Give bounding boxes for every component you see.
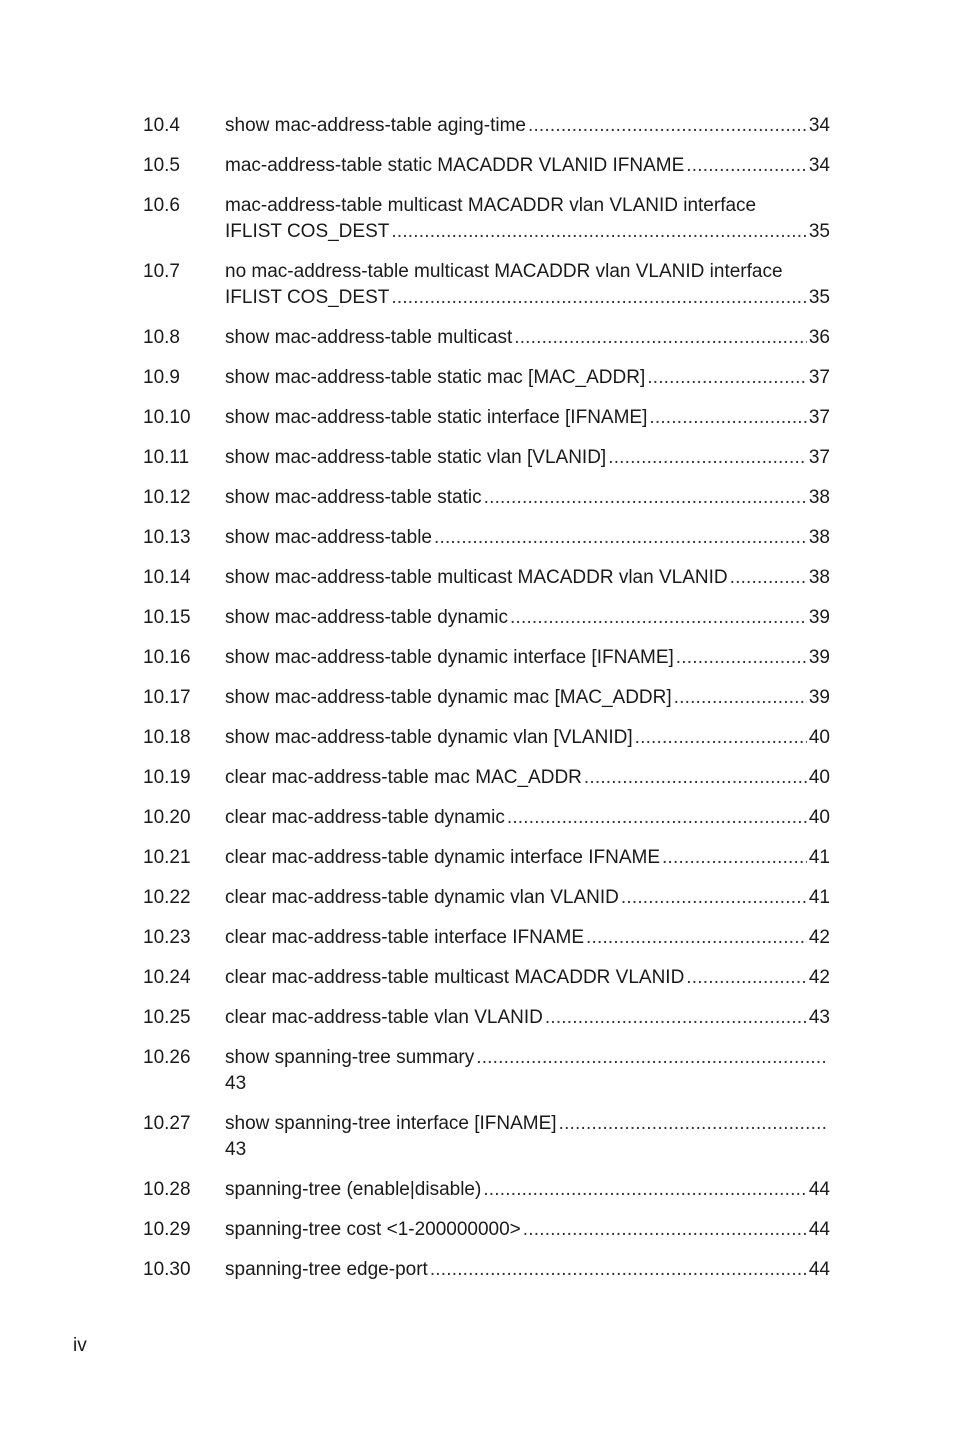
- dot-leader: [528, 113, 807, 139]
- toc-entry-number: 10.15: [143, 607, 191, 628]
- toc-entry-title: clear mac-address-table multicast MACADDR VLANID: [225, 967, 685, 988]
- toc-entry-page: 40: [808, 767, 830, 788]
- toc-entry[interactable]: [143, 153, 830, 179]
- dot-leader: [586, 925, 807, 951]
- toc-entry-body: [225, 365, 830, 391]
- toc-entry[interactable]: [143, 325, 830, 351]
- toc-entry-page: 35: [808, 287, 830, 308]
- toc-entry-body: [225, 1217, 830, 1243]
- toc-entry[interactable]: [143, 565, 830, 591]
- toc-entry-number: 10.30: [143, 1259, 191, 1280]
- toc-entry-title: show spanning-tree summary: [225, 1047, 475, 1068]
- toc-entry[interactable]: [143, 805, 830, 831]
- dot-leader: [584, 765, 807, 791]
- toc-entry-title: clear mac-address-table mac MAC_ADDR: [225, 767, 582, 788]
- toc-entry-title: show mac-address-table dynamic: [225, 607, 509, 628]
- dot-leader: [523, 1217, 807, 1243]
- toc-entry-body: [225, 445, 830, 471]
- toc-entry-body: [225, 765, 830, 791]
- toc-entry-page: 38: [808, 527, 830, 548]
- toc-entry[interactable]: [143, 685, 830, 711]
- toc-entry-title: clear mac-address-table vlan VLANID: [225, 1007, 543, 1028]
- toc-entry-number: 10.21: [143, 847, 191, 868]
- toc-entry-page: 44: [808, 1259, 830, 1280]
- toc-entry-page: 41: [808, 887, 830, 908]
- toc-entry-body: [225, 925, 830, 951]
- toc-entry-number: 10.24: [143, 967, 191, 988]
- toc-entry-title: clear mac-address-table interface IFNAME: [225, 927, 585, 948]
- toc-entry-number: 10.28: [143, 1179, 191, 1200]
- toc-entry-title: show mac-address-table aging-time: [225, 115, 526, 136]
- toc-entry[interactable]: [143, 445, 830, 471]
- toc-entry-body: [225, 845, 830, 871]
- dot-leader: [545, 1005, 807, 1031]
- toc-entry[interactable]: [143, 645, 830, 671]
- toc-entry-page: 42: [808, 967, 830, 988]
- toc-entry-number: 10.9: [143, 367, 180, 388]
- toc-entry-number: 10.17: [143, 687, 191, 708]
- toc-entry-title: show mac-address-table static: [225, 487, 482, 508]
- dot-leader: [483, 1177, 807, 1203]
- toc-entry-page: 37: [808, 367, 830, 388]
- toc-entry[interactable]: [143, 365, 830, 391]
- toc-entry-page: 44: [808, 1179, 830, 1200]
- toc-entry-page: 37: [808, 447, 830, 468]
- toc-entry-page: 40: [808, 807, 830, 828]
- toc-entry[interactable]: [143, 725, 830, 751]
- toc-entry[interactable]: [143, 1045, 830, 1097]
- toc-entry[interactable]: [143, 765, 830, 791]
- dot-leader: [674, 685, 807, 711]
- toc-entry-page: 43: [225, 1139, 247, 1160]
- toc-entry-body: [225, 113, 830, 139]
- toc-entry-number: 10.14: [143, 567, 191, 588]
- toc-entry-number: 10.19: [143, 767, 191, 788]
- toc-entry-number: 10.20: [143, 807, 191, 828]
- dot-leader: [730, 565, 807, 591]
- toc-entry-number: 10.23: [143, 927, 191, 948]
- toc-entry-body: [225, 153, 830, 179]
- toc-entry-title: show mac-address-table: [225, 527, 432, 548]
- dot-leader: [662, 845, 807, 871]
- toc-entry-body: [225, 1045, 830, 1097]
- toc-entry[interactable]: [143, 525, 830, 551]
- dot-leader: [476, 1045, 828, 1071]
- toc-entry-body: [225, 1005, 830, 1031]
- toc-entry-body: [225, 325, 830, 351]
- toc-entry-body: [225, 193, 830, 245]
- toc-entry-page: 44: [808, 1219, 830, 1240]
- toc-entry-page: 39: [808, 607, 830, 628]
- toc-entry-body: [225, 685, 830, 711]
- toc-entry-number: 10.12: [143, 487, 191, 508]
- toc-entry-title: show mac-address-table multicast: [225, 327, 513, 348]
- dot-leader: [507, 805, 807, 831]
- toc-entry-title: show mac-address-table multicast MACADDR vlan VLANID: [225, 567, 728, 588]
- toc-entry-page: 36: [808, 327, 830, 348]
- dot-leader: [391, 219, 807, 245]
- dot-leader: [484, 485, 807, 511]
- toc-entry-number: 10.29: [143, 1219, 191, 1240]
- toc-entry[interactable]: [143, 1217, 830, 1243]
- toc-entry[interactable]: [143, 113, 830, 139]
- toc-entry-page: 39: [808, 647, 830, 668]
- toc-entry-number: 10.25: [143, 1007, 191, 1028]
- toc-entry[interactable]: [143, 925, 830, 951]
- toc-entry-page: 40: [808, 727, 830, 748]
- toc-entry[interactable]: [143, 605, 830, 631]
- toc-entry-title: IFLIST COS_DEST: [225, 221, 390, 242]
- toc-entry[interactable]: [143, 1257, 830, 1283]
- page-number-folio: iv: [73, 1335, 87, 1356]
- toc-entry-title-first-line: mac-address-table multicast MACADDR vlan VLANID interface: [225, 195, 757, 216]
- toc-entry-title: show mac-address-table static vlan [VLANID]: [225, 447, 607, 468]
- toc-entry-body: [225, 1177, 830, 1203]
- toc-entry-number: 10.4: [143, 115, 180, 136]
- toc-entry-title: clear mac-address-table dynamic interface IFNAME: [225, 847, 661, 868]
- toc-entry-number: 10.13: [143, 527, 191, 548]
- toc-entry[interactable]: [143, 1111, 830, 1163]
- toc-entry-body: [225, 965, 830, 991]
- toc-entry[interactable]: [143, 405, 830, 431]
- toc-entry-title: spanning-tree cost <1-200000000>: [225, 1219, 521, 1240]
- toc-entry-title: show spanning-tree interface [IFNAME]: [225, 1113, 557, 1134]
- toc-entry-body: [225, 1257, 830, 1283]
- dot-leader: [635, 725, 807, 751]
- toc-entry-page: 34: [808, 155, 830, 176]
- dot-leader: [434, 525, 807, 551]
- dot-leader: [676, 645, 807, 671]
- toc-entry[interactable]: [143, 965, 830, 991]
- toc-entry-title: show mac-address-table dynamic vlan [VLANID]: [225, 727, 633, 748]
- toc-entry-title: show mac-address-table dynamic mac [MAC_ADDR]: [225, 687, 672, 708]
- dot-leader: [391, 285, 807, 311]
- toc-entry-body: [225, 885, 830, 911]
- toc-entry[interactable]: [143, 885, 830, 911]
- toc-entry-body: [225, 805, 830, 831]
- toc-entry-title: spanning-tree edge-port: [225, 1259, 428, 1280]
- toc-entry[interactable]: [143, 193, 830, 245]
- toc-entry-body: [225, 259, 830, 311]
- toc-entry-title: show mac-address-table static interface [IFNAME]: [225, 407, 648, 428]
- dot-leader: [686, 153, 807, 179]
- toc-entry-body: [225, 605, 830, 631]
- toc-entry-number: 10.22: [143, 887, 191, 908]
- toc-entry-number: 10.6: [143, 195, 180, 216]
- toc-entry-page: 35: [808, 221, 830, 242]
- toc-entry-title: mac-address-table static MACADDR VLANID IFNAME: [225, 155, 685, 176]
- toc-entry-number: 10.26: [143, 1047, 191, 1068]
- toc-entry-number: 10.18: [143, 727, 191, 748]
- toc-entry-page: 37: [808, 407, 830, 428]
- dot-leader: [621, 885, 807, 911]
- toc-entry-page: 39: [808, 687, 830, 708]
- toc-entry-body: [225, 1111, 830, 1163]
- toc-entry-number: 10.16: [143, 647, 191, 668]
- toc-entry-number: 10.5: [143, 155, 180, 176]
- dot-leader: [514, 325, 807, 351]
- toc-entry-number: 10.10: [143, 407, 191, 428]
- toc-entry-body: [225, 565, 830, 591]
- toc-entry-body: [225, 525, 830, 551]
- toc-entry-title: clear mac-address-table dynamic vlan VLANID: [225, 887, 619, 908]
- toc-entry-page: 43: [225, 1073, 247, 1094]
- toc-entry[interactable]: [143, 1005, 830, 1031]
- toc-entry-page: 41: [808, 847, 830, 868]
- toc-entry-page: 34: [808, 115, 830, 136]
- dot-leader: [608, 445, 807, 471]
- toc-entry-body: [225, 645, 830, 671]
- toc-entry-page: 42: [808, 927, 830, 948]
- toc-entry-title-first-line: no mac-address-table multicast MACADDR vlan VLANID interface: [225, 261, 783, 282]
- toc-entry-body: [225, 405, 830, 431]
- table-of-contents: [143, 113, 830, 1297]
- toc-entry-body: [225, 725, 830, 751]
- toc-entry-page: 43: [808, 1007, 830, 1028]
- toc-entry[interactable]: [143, 1177, 830, 1203]
- toc-entry-page: 38: [808, 487, 830, 508]
- dot-leader: [510, 605, 807, 631]
- dot-leader: [430, 1257, 807, 1283]
- dot-leader: [647, 365, 807, 391]
- toc-entry-number: 10.8: [143, 327, 180, 348]
- dot-leader: [686, 965, 807, 991]
- toc-entry-number: 10.11: [143, 447, 190, 468]
- toc-entry-number: 10.27: [143, 1113, 191, 1134]
- toc-entry-title: show mac-address-table static mac [MAC_ADDR]: [225, 367, 646, 388]
- toc-entry-title: IFLIST COS_DEST: [225, 287, 390, 308]
- toc-entry[interactable]: [143, 259, 830, 311]
- toc-entry-page: 38: [808, 567, 830, 588]
- dot-leader: [559, 1111, 828, 1137]
- toc-entry-body: [225, 485, 830, 511]
- toc-entry[interactable]: [143, 845, 830, 871]
- toc-entry-title: show mac-address-table dynamic interface [IFNAME]: [225, 647, 674, 668]
- toc-entry-title: clear mac-address-table dynamic: [225, 807, 505, 828]
- toc-entry-title: spanning-tree (enable|disable): [225, 1179, 482, 1200]
- dot-leader: [649, 405, 806, 431]
- toc-entry[interactable]: [143, 485, 830, 511]
- toc-entry-number: 10.7: [143, 261, 180, 282]
